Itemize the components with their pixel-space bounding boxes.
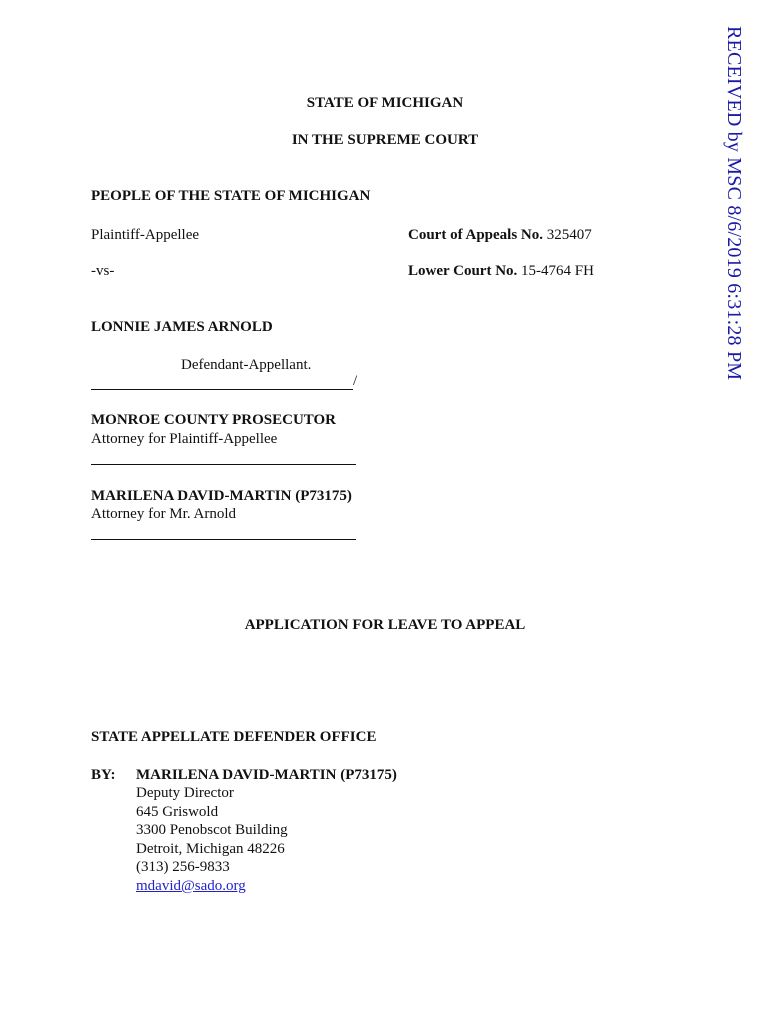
office-name: STATE APPELLATE DEFENDER OFFICE: [91, 729, 377, 745]
plaintiff-name: PEOPLE OF THE STATE OF MICHIGAN: [91, 188, 371, 204]
court-of-appeals-number: [408, 227, 592, 244]
attorney-position: Deputy Director: [136, 785, 234, 801]
prosecutor-rule: [91, 464, 356, 465]
office-building: 3300 Penobscot Building: [136, 822, 288, 838]
defense-attorney-role: Attorney for Mr. Arnold: [91, 506, 236, 522]
lower-court-label: Lower Court No.: [408, 263, 518, 279]
office-phone: (313) 256-9833: [136, 859, 230, 875]
defendant-role: Defendant-Appellant.: [181, 357, 312, 373]
office-street: 645 Griswold: [136, 804, 219, 820]
received-stamp: RECEIVED by MSC 8/6/2019 6:31:28 PM: [723, 26, 745, 381]
office-city: Detroit, Michigan 48226: [136, 841, 285, 857]
plaintiff-role: Plaintiff-Appellee: [91, 227, 200, 243]
defense-attorney-name: MARILENA DAVID-MARTIN (P73175): [91, 488, 352, 504]
court-of-appeals-value: 325407: [546, 227, 592, 243]
prosecutor-role: Attorney for Plaintiff-Appellee: [91, 431, 278, 447]
prosecutor-name: MONROE COUNTY PROSECUTOR: [91, 412, 337, 428]
by-label: BY:: [91, 767, 116, 783]
defendant-name: LONNIE JAMES ARNOLD: [91, 319, 273, 335]
court-of-appeals-label: Court of Appeals No.: [408, 227, 544, 243]
state-heading: STATE OF MICHIGAN: [306, 95, 464, 111]
caption-rule: [91, 389, 353, 390]
caption-slash: /: [353, 373, 358, 389]
versus-text: -vs-: [91, 263, 115, 279]
document-title: APPLICATION FOR LEAVE TO APPEAL: [244, 617, 526, 633]
court-heading: IN THE SUPREME COURT: [291, 132, 479, 148]
lower-court-number: [408, 263, 594, 280]
defense-rule: [91, 539, 356, 540]
signing-attorney: MARILENA DAVID-MARTIN (P73175): [136, 767, 397, 783]
email-link[interactable]: mdavid@sado.org: [136, 878, 246, 894]
lower-court-value: 15-4764 FH: [521, 263, 594, 279]
